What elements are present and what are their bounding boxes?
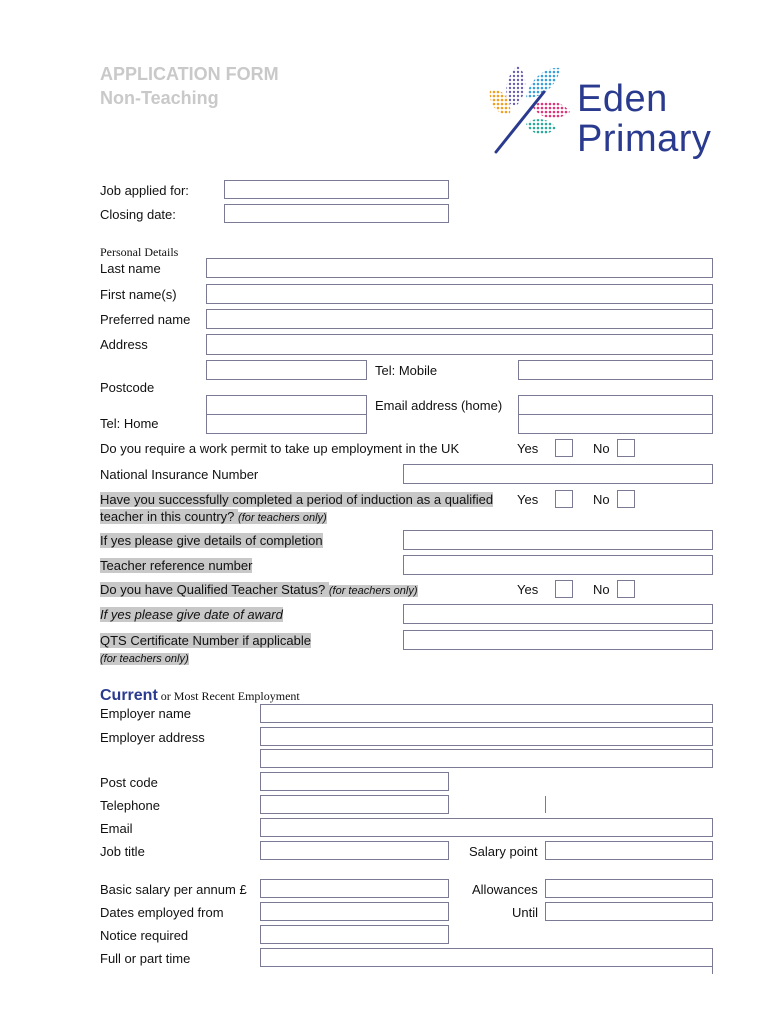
work-permit-yes-label: Yes bbox=[517, 441, 539, 456]
tel-mobile-label: Tel: Mobile bbox=[375, 363, 438, 378]
induction-question bbox=[100, 492, 493, 508]
job-applied-input[interactable] bbox=[224, 180, 449, 199]
telephone-input[interactable] bbox=[260, 795, 449, 814]
notice-input[interactable] bbox=[260, 925, 449, 944]
email-home-input-2[interactable] bbox=[518, 414, 713, 434]
form-title: APPLICATION FORM bbox=[100, 64, 279, 84]
address-label: Address bbox=[100, 337, 148, 352]
first-names-label: First name(s) bbox=[100, 287, 177, 302]
award-date-text: If yes please give date of award bbox=[100, 607, 283, 622]
full-part-label: Full or part time bbox=[100, 951, 191, 966]
qts-question bbox=[100, 582, 418, 599]
address-line2-input[interactable] bbox=[206, 360, 367, 380]
basic-salary-input[interactable] bbox=[260, 879, 449, 898]
employer-address-input-2[interactable] bbox=[260, 749, 713, 768]
employer-name-input[interactable] bbox=[260, 704, 713, 723]
email-home-input[interactable] bbox=[518, 395, 713, 415]
work-permit-yes-checkbox[interactable] bbox=[555, 439, 573, 457]
logo-word-primary: Primary bbox=[577, 118, 712, 160]
address-input[interactable] bbox=[206, 334, 713, 355]
last-name-input[interactable] bbox=[206, 258, 713, 278]
work-permit-no-label: No bbox=[593, 441, 610, 456]
until-input[interactable] bbox=[545, 902, 713, 921]
employment-heading bbox=[100, 686, 300, 706]
teacher-ref-text: Teacher reference number bbox=[100, 558, 253, 573]
teacher-ref-input[interactable] bbox=[403, 555, 713, 575]
completion-details-input[interactable] bbox=[403, 530, 713, 550]
preferred-name-label: Preferred name bbox=[100, 312, 191, 327]
employer-address-input[interactable] bbox=[260, 727, 713, 746]
divider-mark bbox=[545, 796, 546, 813]
postcode-input[interactable] bbox=[206, 395, 367, 415]
salary-point-label: Salary point bbox=[469, 844, 538, 859]
qts-cert-teachers-only bbox=[100, 651, 189, 667]
personal-details-heading: Personal Details bbox=[100, 245, 179, 259]
work-permit-no-checkbox[interactable] bbox=[617, 439, 635, 457]
tel-mobile-input[interactable] bbox=[518, 360, 713, 380]
preferred-name-input[interactable] bbox=[206, 309, 713, 329]
first-names-input[interactable] bbox=[206, 284, 713, 304]
allowances-label: Allowances bbox=[472, 882, 538, 897]
tel-home-input[interactable] bbox=[206, 414, 367, 434]
until-label: Until bbox=[512, 905, 539, 920]
induction-question-line2: teacher in this country? bbox=[100, 509, 235, 524]
qts-cert-teachers-only-text: (for teachers only) bbox=[100, 653, 189, 665]
dates-from-input[interactable] bbox=[260, 902, 449, 921]
full-part-input[interactable] bbox=[260, 948, 713, 967]
post-code-label: Post code bbox=[100, 775, 158, 790]
notice-label: Notice required bbox=[100, 928, 189, 943]
tel-home-label: Tel: Home bbox=[100, 416, 159, 431]
email-input[interactable] bbox=[260, 818, 713, 837]
ni-number-input[interactable] bbox=[403, 464, 713, 484]
induction-no-checkbox[interactable] bbox=[617, 490, 635, 508]
employment-heading-rest: or Most Recent Employment bbox=[157, 689, 300, 703]
employment-heading-bold: Current bbox=[100, 687, 158, 704]
page-edge-mark bbox=[712, 966, 713, 974]
award-date-label bbox=[100, 607, 283, 623]
postcode-label: Postcode bbox=[100, 380, 155, 395]
employer-name-label: Employer name bbox=[100, 706, 192, 721]
qts-question-text: Do you have Qualified Teacher Status? bbox=[100, 582, 326, 597]
telephone-label: Telephone bbox=[100, 798, 160, 813]
induction-no-label: No bbox=[593, 492, 610, 507]
induction-question-line1: Have you successfully completed a period of induction as a qualified bbox=[100, 492, 494, 507]
job-applied-label: Job applied for: bbox=[100, 183, 189, 198]
qts-no-label: No bbox=[593, 582, 610, 597]
completion-details-label bbox=[100, 533, 323, 549]
completion-details-text: If yes please give details of completion bbox=[100, 533, 323, 548]
closing-date-label: Closing date: bbox=[100, 207, 176, 222]
award-date-input[interactable] bbox=[403, 604, 713, 624]
teacher-ref-label bbox=[100, 558, 252, 574]
salary-point-input[interactable] bbox=[545, 841, 713, 860]
induction-teachers-only: (for teachers only) bbox=[238, 512, 327, 524]
last-name-label: Last name bbox=[100, 261, 161, 276]
qts-cert-input[interactable] bbox=[403, 630, 713, 650]
logo-word-eden: Eden bbox=[577, 78, 668, 120]
job-title-input[interactable] bbox=[260, 841, 449, 860]
qts-teachers-only: (for teachers only) bbox=[328, 585, 418, 597]
qts-cert-label bbox=[100, 633, 311, 649]
basic-salary-label: Basic salary per annum £ bbox=[100, 882, 247, 897]
post-code-input[interactable] bbox=[260, 772, 449, 791]
qts-yes-label: Yes bbox=[517, 582, 539, 597]
closing-date-input[interactable] bbox=[224, 204, 449, 223]
email-label: Email bbox=[100, 821, 133, 836]
email-home-label: Email address (home) bbox=[375, 398, 503, 413]
qts-cert-text: QTS Certificate Number if applicable bbox=[100, 633, 311, 648]
allowances-input[interactable] bbox=[545, 879, 713, 898]
qts-yes-checkbox[interactable] bbox=[555, 580, 573, 598]
induction-question-2 bbox=[100, 509, 327, 526]
form-subtitle: Non-Teaching bbox=[100, 88, 219, 108]
employer-address-label: Employer address bbox=[100, 730, 205, 745]
ni-number-label: National Insurance Number bbox=[100, 467, 259, 482]
dates-from-label: Dates employed from bbox=[100, 905, 224, 920]
eden-primary-logo bbox=[484, 62, 714, 162]
induction-yes-checkbox[interactable] bbox=[555, 490, 573, 508]
job-title-label: Job title bbox=[100, 844, 145, 859]
leaf-logo-icon bbox=[484, 62, 579, 162]
induction-yes-label: Yes bbox=[517, 492, 539, 507]
work-permit-question: Do you require a work permit to take up employment in the UK bbox=[100, 441, 460, 456]
qts-no-checkbox[interactable] bbox=[617, 580, 635, 598]
